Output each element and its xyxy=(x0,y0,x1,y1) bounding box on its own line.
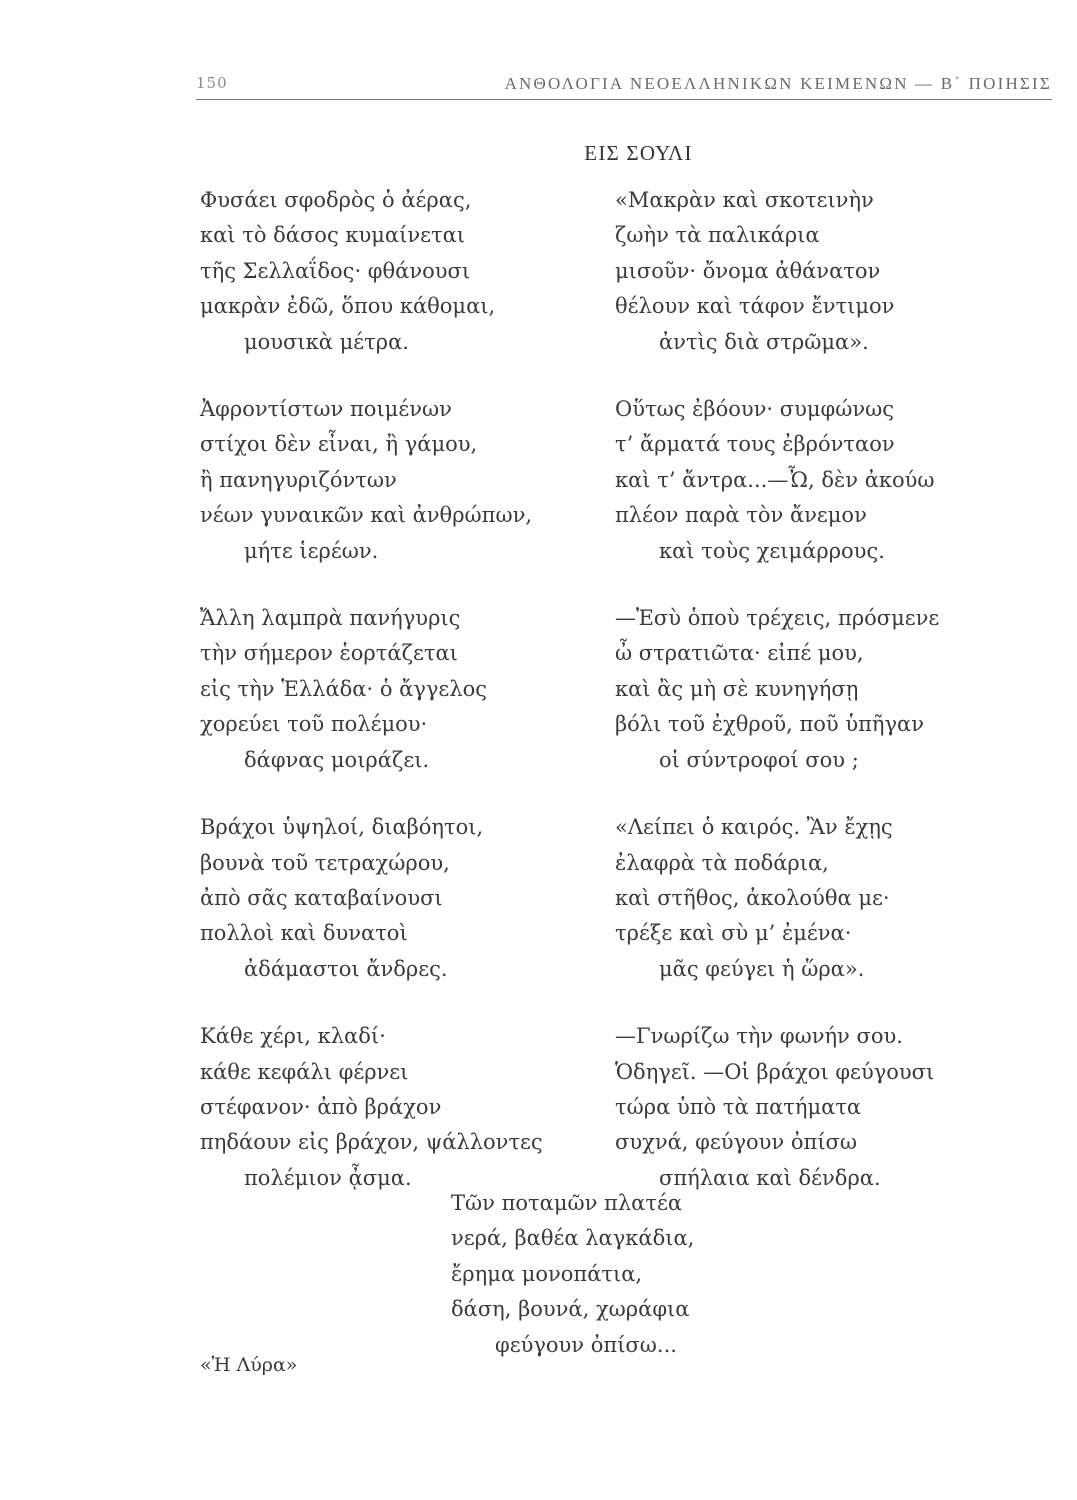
verse-line: βόλι τοῦ ἐχθροῦ, ποῦ ὑπῆγαν xyxy=(615,712,924,737)
page-header xyxy=(196,74,1052,102)
verse-line: —Ἐσὺ ὁποὺ τρέχεις, πρόσμενε xyxy=(615,606,940,631)
stanza xyxy=(200,392,600,569)
verse-line: βουνὰ τοῦ τετραχώρου, xyxy=(200,850,450,875)
verse-line: τ’ ἄρματά τους ἐβρόνταον xyxy=(615,432,895,457)
running-title: ΑΝΘΟΛΟΓΙΑ ΝΕΟΕΛΛΗΝΙΚΩΝ ΚΕΙΜΕΝΩΝ — Β΄ ΠΟΙΗΣΙΣ xyxy=(504,74,1052,93)
verse-line: τώρα ὑπὸ τὰ πατήματα xyxy=(615,1094,862,1119)
page-number: 150 xyxy=(196,74,228,92)
verse-line: τὴν σήμερον ἑορτάζεται xyxy=(200,641,458,666)
verse-line: Ἄλλη λαμπρὰ πανήγυρις xyxy=(200,606,461,631)
header-rule xyxy=(196,99,1052,100)
stanza xyxy=(451,1186,694,1363)
stanza xyxy=(615,810,1045,987)
verse-line: μουσικὰ μέτρα. xyxy=(244,329,409,354)
stanza xyxy=(200,601,600,778)
verse-line: τρέξε καὶ σὺ μ’ ἐμένα· xyxy=(615,921,852,946)
left-column xyxy=(200,183,600,1228)
verse-line: καὶ τ’ ἄντρα...—Ὦ, δὲν ἀκούω xyxy=(615,467,935,492)
stanza xyxy=(615,1019,1045,1196)
stanza xyxy=(200,1019,600,1196)
verse-line: πηδάουν εἰς βράχον, ψάλλοντες xyxy=(200,1130,543,1155)
verse-line: Ὁδηγεῖ. —Οἱ βράχοι φεύγουσι xyxy=(615,1059,935,1084)
verse-line: «Μακρὰν καὶ σκοτεινὴν xyxy=(615,188,874,212)
stanza xyxy=(615,601,1045,778)
verse-line: πολέμιον ᾆσμα. xyxy=(244,1165,412,1190)
verse-line: μᾶς φεύγει ἡ ὥρα». xyxy=(659,956,865,981)
verse-line: συχνά, φεύγουν ὀπίσω xyxy=(615,1130,858,1155)
final-stanza xyxy=(451,1186,694,1395)
verse-line: Κάθε χέρι, κλαδί· xyxy=(200,1024,386,1049)
verse-line: πλέον παρὰ τὸν ἄνεμον xyxy=(615,503,867,528)
verse-line: Τῶν ποταμῶν πλατέα xyxy=(451,1191,682,1215)
stanza xyxy=(200,183,600,360)
verse-line: «Λείπει ὁ καιρός. Ἂν ἔχῃς xyxy=(615,815,893,840)
verse-line: καὶ τοὺς χειμάρρους. xyxy=(659,538,885,563)
verse-line: θέλουν καὶ τάφον ἔντιμον xyxy=(615,294,895,319)
verse-line: μισοῦν· ὄνομα ἀθάνατον xyxy=(615,258,881,283)
verse-line: Οὕτως ἐβόουν· συμφώνως xyxy=(615,397,894,422)
verse-line: φεύγουν ὀπίσω... xyxy=(495,1332,677,1357)
verse-line: κάθε κεφάλι φέρνει xyxy=(200,1059,409,1084)
verse-line: νερά, βαθέα λαγκάδια, xyxy=(451,1226,695,1251)
stanza xyxy=(615,392,1045,569)
verse-line: Φυσάει σφοδρὸς ὁ ἀέρας, xyxy=(200,188,472,212)
verse-line: στίχοι δὲν εἶναι, ἢ γάμου, xyxy=(200,432,478,457)
source-attribution: «Ἡ Λύρα» xyxy=(200,1354,298,1376)
right-column xyxy=(615,183,1045,1228)
verse-line: σπήλαια καὶ δένδρα. xyxy=(659,1165,881,1190)
verse-line: ἐλαφρὰ τὰ ποδάρια, xyxy=(615,850,829,875)
verse-line: οἱ σύντροφοί σου ; xyxy=(659,747,859,772)
verse-line: καὶ στῆθος, ἀκολούθα με· xyxy=(615,885,890,910)
verse-line: ἀδάμαστοι ἄνδρες. xyxy=(244,956,448,981)
verse-line: ἀντὶς διὰ στρῶμα». xyxy=(659,329,869,354)
verse-line: ζωὴν τὰ παλικάρια xyxy=(615,223,820,248)
verse-line: καὶ τὸ δάσος κυμαίνεται xyxy=(200,223,466,248)
verse-line: Βράχοι ὑψηλοί, διαβόητοι, xyxy=(200,815,484,840)
verse-line: μήτε ἱερέων. xyxy=(244,538,379,563)
verse-line: ἀπὸ σᾶς καταβαίνουσι xyxy=(200,885,443,910)
verse-line: νέων γυναικῶν καὶ ἀνθρώπων, xyxy=(200,503,533,528)
verse-line: δάφνας μοιράζει. xyxy=(244,747,430,772)
verse-line: ἔρημα μονοπάτια, xyxy=(451,1261,643,1286)
verse-line: εἰς τὴν Ἑλλάδα· ὁ ἄγγελος xyxy=(200,676,488,701)
verse-line: στέφανον· ἀπὸ βράχον xyxy=(200,1094,442,1119)
verse-line: τῆς Σελλαΐδος· φθάνουσι xyxy=(200,258,471,283)
verse-line: καὶ ἂς μὴ σὲ κυνηγήσῃ xyxy=(615,676,859,701)
verse-line: —Γνωρίζω τὴν φωνήν σου. xyxy=(615,1024,903,1049)
verse-line: μακρὰν ἐδῶ, ὅπου κάθομαι, xyxy=(200,294,496,319)
verse-line: δάση, βουνά, χωράφια xyxy=(451,1297,690,1322)
verse-line: Ἀφροντίστων ποιμένων xyxy=(200,397,452,422)
stanza xyxy=(200,810,600,987)
verse-line: χορεύει τοῦ πολέμου· xyxy=(200,712,428,737)
stanza xyxy=(615,183,1045,360)
verse-line: ὦ στρατιῶτα· εἰπέ μου, xyxy=(615,641,864,666)
verse-line: πολλοὶ καὶ δυνατοὶ xyxy=(200,921,408,946)
poem-title: ΕΙΣ ΣΟΥΛΙ xyxy=(584,141,693,165)
verse-line: ἢ πανηγυριζόντων xyxy=(200,467,397,492)
